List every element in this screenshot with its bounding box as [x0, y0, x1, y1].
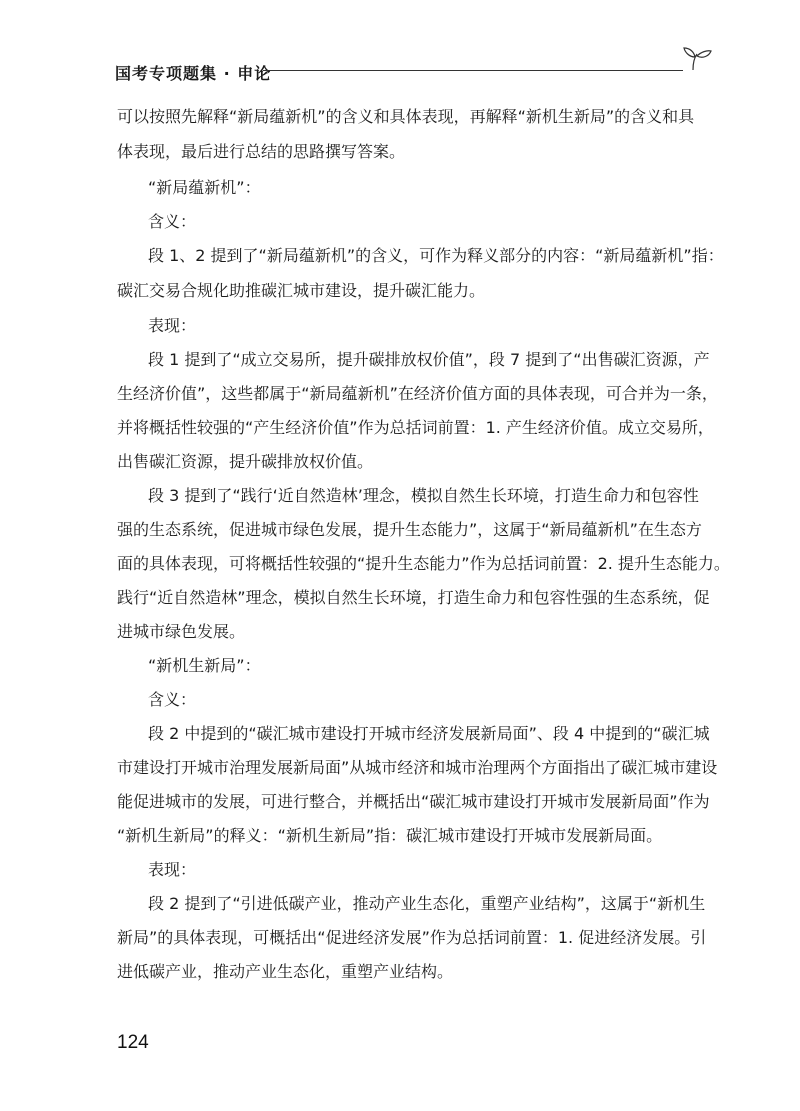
page-number: 124 [117, 1032, 149, 1053]
text-line: 市建设打开城市治理发展新局面”从城市经济和城市治理两个方面指出了碳汇城市建设 [117, 758, 718, 777]
text-line: 体表现，最后进行总结的思路撰写答案。 [117, 142, 406, 161]
text-line: 可以按照先解释“新局蕴新机”的含义和具体表现，再解释“新机生新局”的含义和具 [117, 107, 695, 126]
text-line: 碳汇交易合规化助推碳汇城市建设，提升碳汇能力。 [117, 281, 486, 300]
text-line: 强的生态系统，促进城市绿色发展，提升生态能力”，这属于“新局蕴新机”在生态方 [117, 520, 702, 539]
subsection-heading: 表现： [148, 316, 197, 335]
text-line: 新局”的具体表现，可概括出“促进经济发展”作为总括词前置：1. 促进经济发展。引 [117, 928, 707, 947]
header-title: 国考专项题集 · 申论 [115, 64, 272, 83]
text-line: 出售碳汇资源，提升碳排放权价值。 [117, 452, 374, 471]
text-line: 面的具体表现，可将概括性较强的“提升生态能力”作为总括词前置：2. 提升生态能力。 [117, 554, 730, 573]
text-line: 进城市绿色发展。 [117, 622, 246, 641]
text-line: 进低碳产业，推动产业生态化，重塑产业结构。 [117, 962, 454, 981]
section-heading: “新局蕴新机”： [148, 178, 261, 197]
subsection-heading: 表现： [148, 860, 197, 879]
subsection-heading: 含义： [148, 212, 197, 231]
text-line: 并将概括性较强的“产生经济价值”作为总括词前置：1. 产生经济价值。成立交易所， [117, 418, 714, 437]
running-header [115, 58, 715, 88]
text-line: 段 3 提到了“践行‘近自然造林’理念，模拟自然生长环境，打造生命力和包容性 [148, 486, 699, 505]
text-line: 生经济价值”，这些都属于“新局蕴新机”在经济价值方面的具体表现，可合并为一条， [117, 384, 718, 403]
subsection-heading: 含义： [148, 690, 197, 709]
text-line: 段 2 中提到的“碳汇城市建设打开城市经济发展新局面”、段 4 中提到的“碳汇城 [148, 724, 710, 743]
text-line: 段 2 提到了“引进低碳产业，推动产业生态化，重塑产业结构”，这属于“新机生 [148, 894, 706, 913]
text-line: 能促进城市的发展，可进行整合，并概括出“碳汇城市建设打开城市发展新局面”作为 [117, 792, 710, 811]
text-line: “新机生新局”的释义：“新机生新局”指：碳汇城市建设打开城市发展新局面。 [117, 826, 663, 845]
text-line: 段 1、2 提到了“新局蕴新机”的含义，可作为释义部分的内容：“新局蕴新机”指： [148, 246, 724, 265]
text-line: 践行“近自然造林”理念，模拟自然生长环境，打造生命力和包容性强的生态系统，促 [117, 588, 710, 607]
section-heading: “新机生新局”： [148, 656, 261, 675]
text-line: 段 1 提到了“成立交易所，提升碳排放权价值”，段 7 提到了“出售碳汇资源，产 [148, 350, 710, 369]
sprout-icon [679, 44, 713, 78]
header-rule [263, 70, 683, 71]
